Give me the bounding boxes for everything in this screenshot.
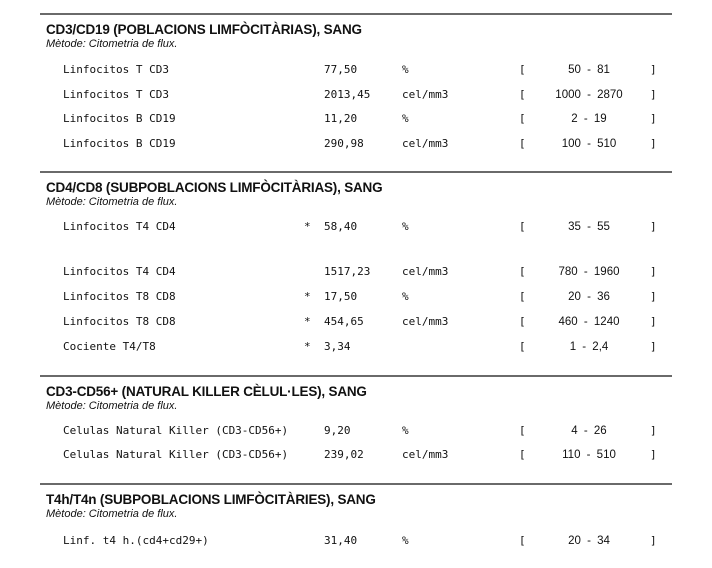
result-row — [0, 87, 712, 103]
result-row — [0, 62, 712, 78]
reference-range: 2 - 19 — [571, 113, 607, 125]
result-value: 3,34 — [324, 340, 351, 353]
section-title: CD4/CD8 (SUBPOBLACIONS LIMFÒCITÀRIAS), SANG — [46, 180, 383, 195]
result-row — [0, 264, 712, 280]
abnormal-flag: * — [304, 290, 311, 303]
result-unit: cel/mm3 — [402, 137, 449, 150]
test-name: Linfocitos T CD3 — [63, 88, 169, 101]
range-open-bracket: [ — [519, 220, 526, 233]
result-unit: % — [402, 534, 409, 547]
test-name: Linfocitos T4 CD4 — [63, 265, 176, 278]
range-close-bracket: ] — [650, 290, 657, 303]
result-unit: % — [402, 290, 409, 303]
section-divider — [40, 13, 672, 15]
result-unit: % — [402, 63, 409, 76]
reference-range: 35 - 55 — [568, 221, 610, 233]
range-open-bracket: [ — [519, 265, 526, 278]
result-value: 454,65 — [324, 315, 364, 328]
range-open-bracket: [ — [519, 315, 526, 328]
range-close-bracket: ] — [650, 137, 657, 150]
abnormal-flag: * — [304, 220, 311, 233]
abnormal-flag: * — [304, 340, 311, 353]
result-unit: cel/mm3 — [402, 315, 449, 328]
range-open-bracket: [ — [519, 290, 526, 303]
result-unit: % — [402, 424, 409, 437]
result-unit: cel/mm3 — [402, 448, 449, 461]
reference-range: 20 - 34 — [568, 535, 610, 547]
result-value: 239,02 — [324, 448, 364, 461]
method-label: Mètode: Citometria de flux. — [46, 196, 178, 208]
result-row — [0, 219, 712, 235]
result-value: 11,20 — [324, 112, 358, 125]
result-row — [0, 111, 712, 127]
reference-range: 100 - 510 — [561, 138, 617, 150]
result-unit: cel/mm3 — [402, 265, 449, 278]
range-close-bracket: ] — [650, 448, 657, 461]
test-name: Linf. t4 h.(cd4+cd29+) — [63, 534, 209, 547]
section-divider — [40, 171, 672, 173]
result-row — [0, 136, 712, 152]
section-title: T4h/T4n (SUBPOBLACIONS LIMFÒCITÀRIES), SANG — [46, 492, 376, 507]
result-unit: cel/mm3 — [402, 88, 449, 101]
test-name: Celulas Natural Killer (CD3-CD56+) — [63, 448, 289, 461]
range-open-bracket: [ — [519, 340, 526, 353]
result-value: 2013,45 — [324, 88, 371, 101]
range-close-bracket: ] — [650, 424, 657, 437]
result-row — [0, 289, 712, 305]
section-title: CD3-CD56+ (NATURAL KILLER CÈLUL·LES), SANG — [46, 384, 367, 399]
method-label: Mètode: Citometria de flux. — [46, 38, 178, 50]
range-close-bracket: ] — [650, 534, 657, 547]
range-open-bracket: [ — [519, 137, 526, 150]
result-value: 77,50 — [324, 63, 358, 76]
range-open-bracket: [ — [519, 88, 526, 101]
range-close-bracket: ] — [650, 340, 657, 353]
test-name: Linfocitos T4 CD4 — [63, 220, 176, 233]
result-row — [0, 314, 712, 330]
range-open-bracket: [ — [519, 63, 526, 76]
range-close-bracket: ] — [650, 220, 657, 233]
result-row — [0, 339, 712, 355]
method-label: Mètode: Citometria de flux. — [46, 508, 178, 520]
result-row — [0, 423, 712, 439]
result-value: 290,98 — [324, 137, 364, 150]
reference-range: 110 - 510 — [562, 449, 616, 461]
test-name: Linfocitos T CD3 — [63, 63, 169, 76]
test-name: Linfocitos T8 CD8 — [63, 290, 176, 303]
reference-range: 4 - 26 — [571, 425, 607, 437]
reference-range: 50 - 81 — [568, 64, 610, 76]
section-divider — [40, 375, 672, 377]
range-close-bracket: ] — [650, 315, 657, 328]
result-value: 17,50 — [324, 290, 358, 303]
range-close-bracket: ] — [650, 265, 657, 278]
range-open-bracket: [ — [519, 112, 526, 125]
reference-range: 1000 - 2870 — [555, 89, 623, 101]
result-value: 31,40 — [324, 534, 358, 547]
reference-range: 20 - 36 — [568, 291, 610, 303]
abnormal-flag: * — [304, 315, 311, 328]
result-value: 1517,23 — [324, 265, 371, 278]
test-name: Celulas Natural Killer (CD3-CD56+) — [63, 424, 289, 437]
test-name: Linfocitos T8 CD8 — [63, 315, 176, 328]
range-close-bracket: ] — [650, 88, 657, 101]
section-title: CD3/CD19 (POBLACIONS LIMFÒCITÀRIAS), SANG — [46, 22, 362, 37]
reference-range: 1 - 2,4 — [569, 341, 609, 353]
method-label: Mètode: Citometria de flux. — [46, 400, 178, 412]
range-open-bracket: [ — [519, 448, 526, 461]
range-open-bracket: [ — [519, 534, 526, 547]
result-value: 58,40 — [324, 220, 358, 233]
test-name: Linfocitos B CD19 — [63, 137, 176, 150]
result-row — [0, 533, 712, 549]
section-divider — [40, 483, 672, 485]
reference-range: 780 - 1960 — [558, 266, 620, 278]
result-row — [0, 447, 712, 463]
result-unit: % — [402, 112, 409, 125]
range-close-bracket: ] — [650, 112, 657, 125]
result-unit: % — [402, 220, 409, 233]
reference-range: 460 - 1240 — [558, 316, 620, 328]
test-name: Cociente T4/T8 — [63, 340, 156, 353]
range-open-bracket: [ — [519, 424, 526, 437]
test-name: Linfocitos B CD19 — [63, 112, 176, 125]
result-value: 9,20 — [324, 424, 351, 437]
range-close-bracket: ] — [650, 63, 657, 76]
